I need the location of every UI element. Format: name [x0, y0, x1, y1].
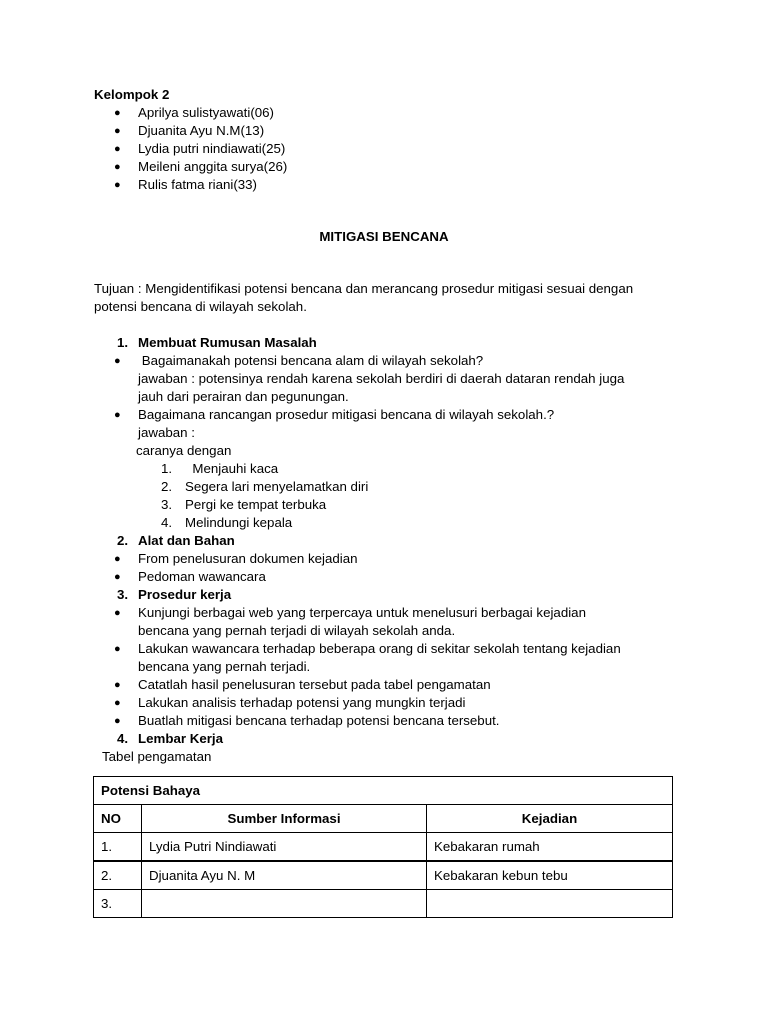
bullet-icon: ● — [114, 143, 121, 155]
observation-table — [93, 776, 673, 918]
section-4-heading: 4. Lembar Kerja — [117, 731, 223, 746]
list-item: ● Bagaimana rancangan prosedur mitigasi bencana di wilayah sekolah.? — [114, 407, 555, 422]
table-row — [94, 833, 673, 862]
table-header-row — [94, 805, 673, 833]
answer-intro: caranya dengan — [136, 443, 232, 458]
section-2-heading: 2. Alat dan Bahan — [117, 533, 235, 548]
table-row — [94, 861, 673, 890]
table-caption: Tabel pengamatan — [102, 749, 212, 764]
list-item-continuation: bencana yang pernah terjadi di wilayah sekolah anda. — [138, 623, 456, 638]
bullet-icon: ● — [114, 553, 121, 565]
table-cell — [142, 890, 427, 918]
bullet-icon: ● — [114, 107, 121, 119]
section-3-heading: 3. Prosedur kerja — [117, 587, 232, 602]
list-item: ● Bagaimanakah potensi bencana alam di wilayah sekolah? — [114, 353, 484, 368]
bullet-icon: ● — [114, 161, 121, 173]
table-row — [94, 890, 673, 918]
section-1-heading: 1. Membuat Rumusan Masalah — [117, 335, 317, 350]
page-title: MITIGASI BENCANA — [319, 229, 449, 244]
column-header-no: NO — [94, 805, 142, 833]
list-item: ● Buatlah mitigasi bencana terhadap potensi bencana tersebut. — [114, 713, 500, 728]
list-item: ● Lydia putri nindiawati(25) — [114, 141, 286, 156]
list-item: ● Lakukan wawancara terhadap beberapa orang di sekitar sekolah tentang kejadian — [114, 641, 621, 656]
group-heading: Kelompok 2 — [94, 87, 170, 102]
list-item: ● Djuanita Ayu N.M(13) — [114, 123, 265, 138]
bullet-icon: ● — [114, 409, 121, 421]
table-cell: 3. — [94, 890, 142, 918]
step-item: 1. Menjauhi kaca — [161, 461, 279, 476]
step-item: 4. Melindungi kepala — [161, 515, 293, 530]
bullet-icon: ● — [114, 679, 121, 691]
table-cell: Djuanita Ayu N. M — [142, 861, 427, 890]
list-item: ● Lakukan analisis terhadap potensi yang mungkin terjadi — [114, 695, 466, 710]
bullet-icon: ● — [114, 179, 121, 191]
bullet-icon: ● — [114, 607, 121, 619]
list-item: ● Pedoman wawancara — [114, 569, 266, 584]
table-title: Potensi Bahaya — [94, 777, 673, 805]
table-cell: 1. — [94, 833, 142, 862]
list-item: ● Rulis fatma riani(33) — [114, 177, 257, 192]
answer-label: jawaban : — [138, 425, 195, 440]
bullet-icon: ● — [114, 643, 121, 655]
list-item: ● From penelusuran dokumen kejadian — [114, 551, 358, 566]
objective-line-1: Tujuan : Mengidentifikasi potensi bencana dan merancang prosedur mitigasi sesuai dengan — [94, 281, 634, 296]
list-item: ● Catatlah hasil penelusuran tersebut pada tabel pengamatan — [114, 677, 491, 692]
answer-line: jauh dari perairan dan pegunungan. — [138, 389, 349, 404]
table-cell: Kebakaran rumah — [427, 833, 673, 862]
column-header-source: Sumber Informasi — [142, 805, 427, 833]
table-cell: Lydia Putri Nindiawati — [142, 833, 427, 862]
table-title-row — [94, 777, 673, 805]
bullet-icon: ● — [114, 125, 121, 137]
bullet-icon: ● — [114, 697, 121, 709]
step-item: 2. Segera lari menyelamatkan diri — [161, 479, 369, 494]
objective-line-2: potensi bencana di wilayah sekolah. — [94, 299, 307, 314]
table-cell: 2. — [94, 861, 142, 890]
answer-line: jawaban : potensinya rendah karena sekolah berdiri di daerah dataran rendah juga — [138, 371, 625, 386]
bullet-icon: ● — [114, 571, 121, 583]
member-list — [94, 104, 674, 194]
table-cell: Kebakaran kebun tebu — [427, 861, 673, 890]
document-page — [94, 86, 674, 766]
bullet-icon: ● — [114, 715, 121, 727]
column-header-event: Kejadian — [427, 805, 673, 833]
table-cell — [427, 890, 673, 918]
list-item: ● Meileni anggita surya(26) — [114, 159, 288, 174]
list-item: ● Aprilya sulistyawati(06) — [114, 105, 274, 120]
list-item-continuation: bencana yang pernah terjadi. — [138, 659, 311, 674]
bullet-icon: ● — [114, 355, 121, 367]
list-item: ● Kunjungi berbagai web yang terpercaya untuk menelusuri berbagai kejadian — [114, 605, 586, 620]
step-item: 3. Pergi ke tempat terbuka — [161, 497, 327, 512]
